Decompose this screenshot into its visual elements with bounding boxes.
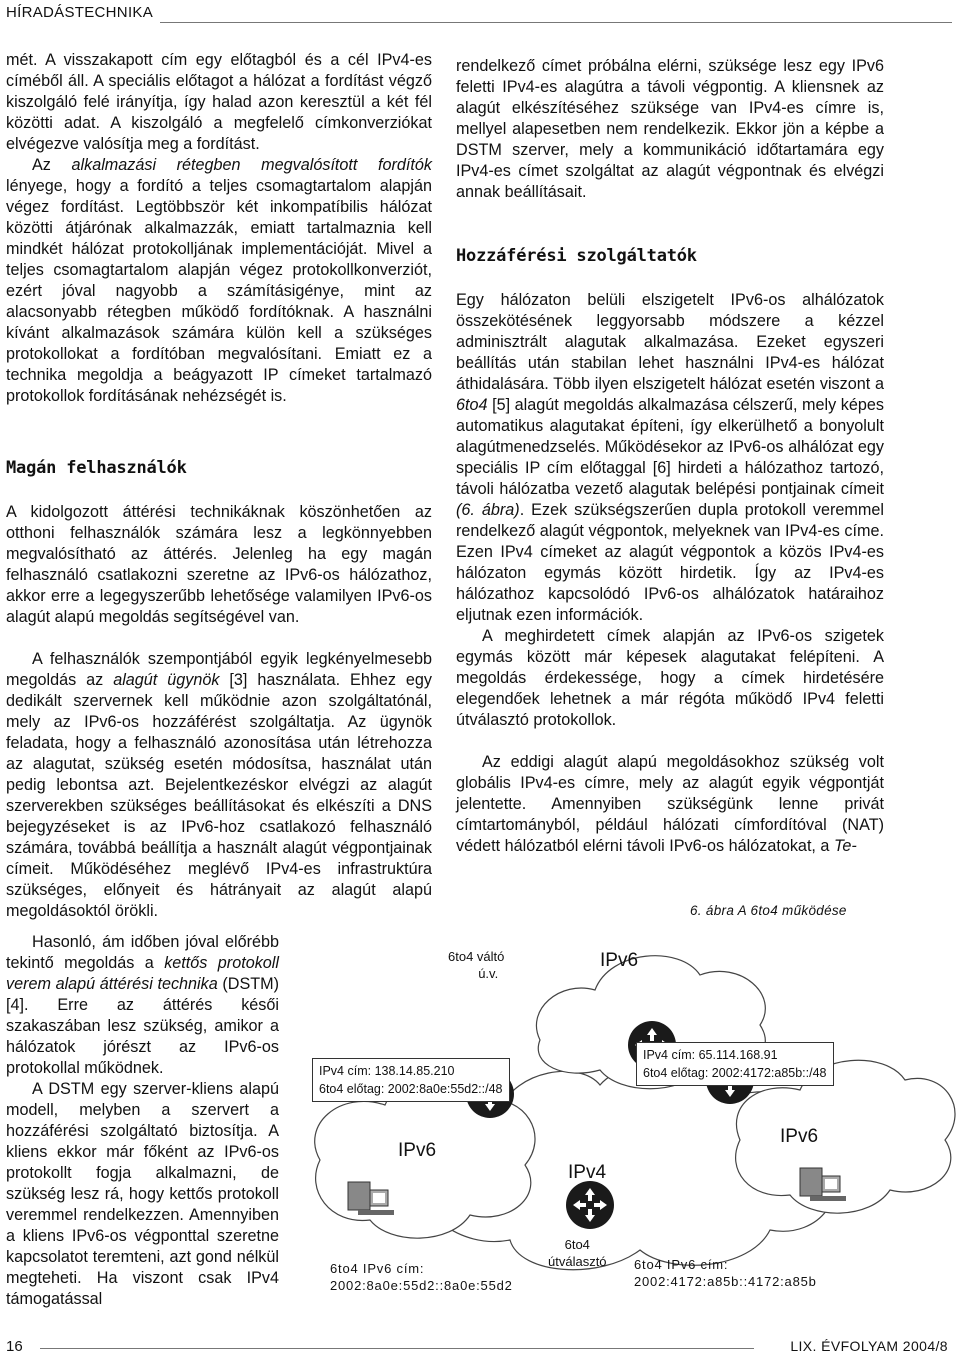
header-rule bbox=[160, 22, 952, 23]
host-left-address bbox=[330, 1260, 513, 1294]
router-bottom bbox=[566, 1181, 614, 1229]
relay-label-line: ú.v. bbox=[478, 966, 499, 981]
issue-label: LIX. ÉVFOLYAM 2004/8 bbox=[790, 1338, 948, 1354]
journal-title: HÍRADÁSTECHNIKA bbox=[6, 4, 154, 21]
diagram-drawing bbox=[300, 920, 960, 1300]
right-column-lower bbox=[456, 290, 884, 857]
left-column bbox=[6, 50, 432, 407]
text-run: Az bbox=[32, 156, 72, 174]
footer-rule bbox=[40, 1348, 754, 1349]
text-run: Az eddigi alagút alapú megoldásokhoz szükség volt globális IPv4-es címre, mely az alagút egyik végpontját jelentette. Amennyiben szükségünk lenne privát címtartományból, például hálózati címfordítóval (NAT) védett hálózatból elérni távoli IPv6-os hálózatokat, a bbox=[456, 753, 884, 855]
figure-6to4-diagram bbox=[300, 920, 960, 1300]
left-paragraph-1: mét. A visszakapott cím egy előtagból és a cél IPv4-es címéből áll. A speciális előtagot a hálózat a fordítást végző kiszolgáló felé irányítja, így halad azon keresztül a két fél közötti adat. A kiszolgáló a megfelelő címkonverziókat elvégezve valósítja meg a fordítást. bbox=[6, 51, 432, 153]
relay-label bbox=[448, 948, 504, 982]
left-column-lower bbox=[6, 502, 432, 922]
router-label-line: útválasztó bbox=[548, 1254, 607, 1269]
left-paragraph-2 bbox=[6, 155, 432, 407]
left-router-info-box bbox=[312, 1058, 510, 1102]
address-line: 6to4 IPv6 cím: bbox=[330, 1261, 425, 1276]
text-run: [3] használata. Ehhez egy dedikált szervernek kell működnie azon szolgáltatónál, mely az IPv6-os hozzáférést szolgáltatja. Az ügynök feladata, hogy a felhasználó azonosítása után létrehozza az alagutat, szükség esetén módosítsa, használat után pedig lebontsa azt. Bejelentkezéskor elvégzi az alagút szerverekben szükséges beállításokat és elkészíti a DNS bejegyzéseket is az IPv6-hoz csatlakozó felhasználó számára, továbbá beállítja a használt alagút végpontjainak címeit. Működéséhez meglévő IPv4-es infrastruktúra szükséges, előnyeit és hátrányait az alagút alapú megoldásoktól örökli. bbox=[6, 671, 433, 920]
info-line: IPv4 cím: 138.14.85.210 bbox=[319, 1064, 455, 1078]
section-heading-access-providers: Hozzáférési szolgáltatók bbox=[456, 246, 697, 266]
cloud-ipv4-label: IPv4 bbox=[568, 1162, 607, 1183]
info-line: 6to4 előtag: 2002:4172:a85b::/48 bbox=[643, 1066, 827, 1080]
text-run: lényege, hogy a fordító a teljes csomagtartalom alapján végez fordítást. Legtöbbször két inkompatíbilis hálózat közötti átjárónak alkalmazzák, emiatt tartalmaznia kell mindkét hálózat protokolljának implementációját. Mivel a teljes csomagtartalom alapján végez protokollkonverziót, ezért jóval nagyobb a számításigénye, mint az alacsonyabb rétegben működő fordítóknak. A használni kívánt alkalmazások számára külön kell a szükséges protokollokat a fordítóban megvalósítani. Emiatt ez a technika megoldja a beágyazott IP címeket tartalmazó protokollok fordításának nehézségét is. bbox=[6, 177, 432, 405]
emphasis: (6. ábra) bbox=[456, 501, 520, 519]
text-run: . Ezek szükségszerűen dupla protokoll veremmel rendelkező alagút végpontok, melyeknek van IPv4-es címe. Ezen IPv4 címeket az alagút végpontok a közös IPv4-es hálózaton egymás között hirdetik. Így az IPv4-es hálózathoz kapcsolódó IPv6-os alhálózatok határaihoz eljutnak ezen információk. bbox=[456, 501, 884, 624]
right-router-info-box bbox=[636, 1042, 834, 1086]
left-paragraph-5 bbox=[6, 932, 279, 1079]
router-label-line: 6to4 bbox=[564, 1237, 590, 1252]
left-paragraph-6: A DSTM egy szerver-kliens alapú modell, melyben a szervert a hozzáférési szolgáltató biztosítja. A kliens ekkor már főként az IPv6-os protokollt fogja alkalmazni, de szükség lesz rá, hogy kettős protokoll veremmel rendelkezzen. Amennyiben a kliens IPv6-os végponttal szeretne kapcsolatot teremteni, azt gond nélkül megteheti. Ha viszont csak IPv4 támogatással bbox=[6, 1080, 279, 1308]
text-run: (DSTM) [4]. Erre az áttérés késői szakaszában lesz szükség, amikor a hálózatok jórészt az IPv6-os protokollal működnek. bbox=[6, 975, 280, 1077]
emphasis: 6to4 bbox=[456, 396, 488, 414]
info-line: 6to4 előtag: 2002:8a0e:55d2::/48 bbox=[319, 1082, 503, 1096]
emphasis: alkalmazási rétegben megvalósított fordítók bbox=[71, 156, 433, 174]
text-run: A felhasználók szempontjából egyik legkényelmesebb megoldás az bbox=[6, 650, 432, 689]
address-line: 6to4 IPv6 cím: bbox=[634, 1257, 729, 1272]
right-paragraph-1: rendelkező címet próbálna elérni, szüksége lesz egy IPv6 feletti IPv4-es alagútra a távoli végpontig. A kliensnek az alagút elkészítéséhez szüksége van IPv4-es címre is, mellyel alapesetben nem rendelkezik. Ekkor jön a képbe a DSTM szerver, mely a kommunikáció időtartamára egy IPv4-es címet szolgáltat az alagút végpontnak és elvégzi annak beállításait. bbox=[456, 57, 884, 201]
right-paragraph-3: A meghirdetett címek alapján az IPv6-os szigetek egymás között már képesek alagutakat felépíteni. A megoldás érdekessége, hogy a címek hirdetésére elegendőek lehetnek a már régóta működő IPv4 feletti útválasztó protokollok. bbox=[456, 627, 884, 729]
host-right-address bbox=[634, 1256, 817, 1290]
cloud-ipv6-top-label: IPv6 bbox=[600, 950, 639, 971]
left-column-narrow bbox=[6, 932, 279, 1310]
figure-caption: 6. ábra A 6to4 működése bbox=[690, 903, 847, 918]
right-paragraph-2 bbox=[456, 290, 884, 626]
text-run: Egy hálózaton belüli elszigetelt IPv6-os alhálózatok összekötésének leggyorsabb módszere a kézzel adminisztrált alagutak alkalmazása. Ezeket egyszeri beállítás után stabilan lehet használni IPv4-es hálózat áthidalására. Több ilyen elszigetelt hálózat esetén viszont a bbox=[456, 291, 884, 393]
address-line: 2002:4172:a85b::4172:a85b bbox=[634, 1274, 817, 1289]
left-paragraph-4 bbox=[6, 649, 432, 922]
right-paragraph-4 bbox=[456, 752, 884, 857]
page-number: 16 bbox=[6, 1338, 23, 1355]
router-label bbox=[548, 1236, 607, 1270]
right-column bbox=[456, 56, 884, 203]
info-line: IPv4 cím: 65.114.168.91 bbox=[643, 1048, 778, 1062]
page-header bbox=[0, 0, 960, 30]
text-run: [5] alagút megoldás alkalmazása célszerű, mely képes automatikus alagutakat építeni, így elkerülhető a bonyolult alagútmenedzselés. Működésekor az IPv6-os alhálózat egy speciális IP cím előtaggal [6] hirdeti a hálózathoz tartozó, távoli hálózatba vezető alagutak belépési pontjainak címeit bbox=[456, 396, 884, 498]
emphasis: kettős protokoll verem alapú áttérési technika bbox=[6, 954, 279, 993]
emphasis: alagút ügynök bbox=[113, 671, 220, 689]
emphasis: Te- bbox=[833, 837, 857, 855]
cloud-ipv6-left-label: IPv6 bbox=[398, 1140, 437, 1161]
address-line: 2002:8a0e:55d2::8a0e:55d2 bbox=[330, 1278, 513, 1293]
cloud-ipv6-right-label: IPv6 bbox=[780, 1126, 819, 1147]
text-run: Hasonló, ám időben jóval előrébb tekintő megoldás a bbox=[6, 933, 279, 972]
page-footer bbox=[0, 1336, 960, 1364]
relay-label-line: 6to4 váltó bbox=[448, 949, 505, 964]
left-paragraph-3: A kidolgozott áttérési technikáknak köszönhetően az otthoni felhasználók számára lesz a legkönnyebben megvalósítható az áttérés. Jelenleg ha egy magán felhasználó csatlakozni szeretne az IPv6-os hálózathoz, akkor erre a legegyszerűbb lehetősége valamilyen IPv6-os alagút alapú megoldás segítségével van. bbox=[6, 503, 432, 626]
section-heading-private-users: Magán felhasználók bbox=[6, 458, 187, 478]
